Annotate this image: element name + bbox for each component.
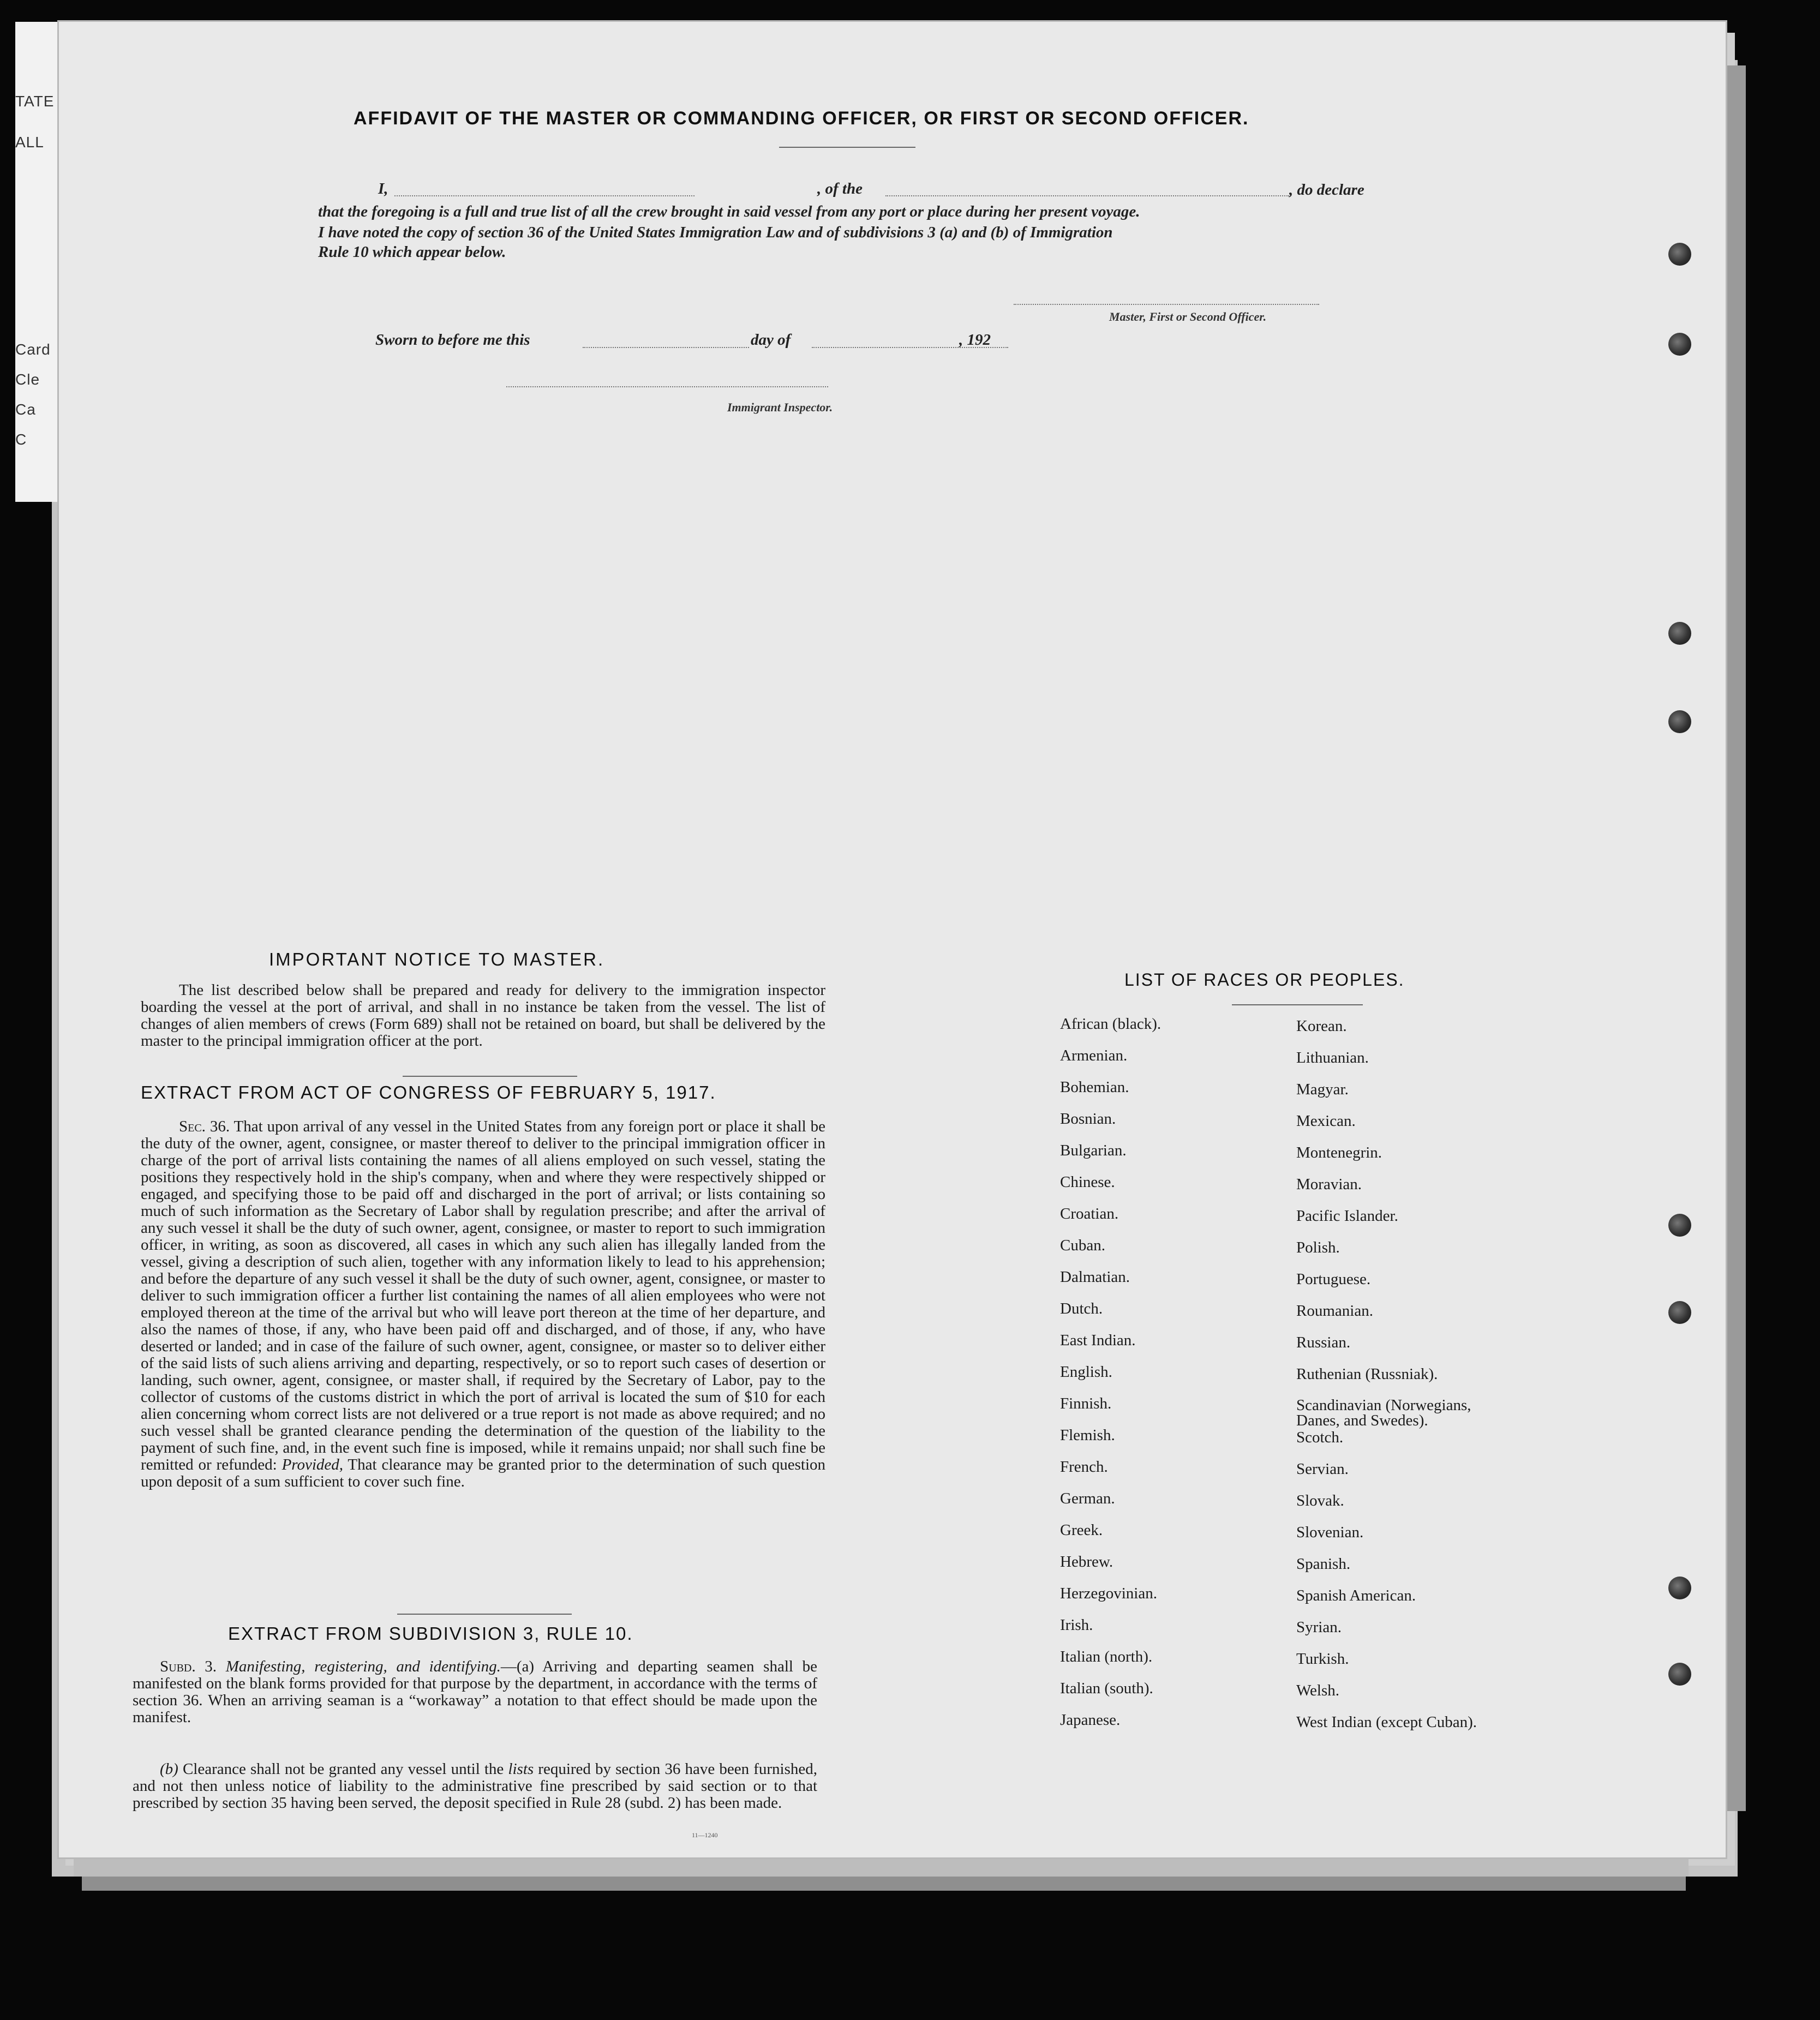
edge-form-fragment xyxy=(15,22,59,502)
punch-hole xyxy=(1668,243,1691,266)
punch-hole xyxy=(1668,1301,1691,1324)
edge-text: C xyxy=(15,431,27,448)
race-item: Lithuanian. xyxy=(1296,1049,1369,1066)
para-b-label: (b) xyxy=(160,1760,178,1778)
name-blank[interactable] xyxy=(394,195,695,196)
subd-para-a: —(a) Arriving and departing seamen shall be manifested on the blank forms provided for that purpose by the department, in accordance with the terms of section 36. When an arriving seaman is a “workaway” a notation to that effect should be made upon the manifest. xyxy=(133,1658,817,1726)
race-item: East Indian. xyxy=(1060,1332,1136,1349)
sworn-day-blank[interactable] xyxy=(583,347,749,348)
section-rule xyxy=(403,1076,577,1077)
punch-hole xyxy=(1668,622,1691,645)
race-item: Bosnian. xyxy=(1060,1110,1116,1128)
provided-word: Provided, xyxy=(282,1456,344,1473)
edge-text: Cle xyxy=(15,371,40,388)
affidavit-i: I, xyxy=(378,180,388,197)
race-item: Greek. xyxy=(1060,1521,1103,1539)
race-item: Welsh. xyxy=(1296,1682,1340,1699)
vessel-blank[interactable] xyxy=(885,195,1289,196)
race-item: Servian. xyxy=(1296,1460,1349,1478)
punch-hole xyxy=(1668,333,1691,356)
master-signature-label: Master, First or Second Officer. xyxy=(1109,310,1267,323)
race-item: Spanish. xyxy=(1296,1555,1351,1573)
race-item: Russian. xyxy=(1296,1334,1351,1351)
edge-text: Ca xyxy=(15,401,36,418)
race-item: Turkish. xyxy=(1296,1650,1349,1668)
race-item: Croatian. xyxy=(1060,1205,1119,1222)
section-label: Sec. 36. xyxy=(179,1118,230,1135)
punch-hole xyxy=(1668,1663,1691,1686)
race-item: Irish. xyxy=(1060,1616,1093,1634)
race-item: Chinese. xyxy=(1060,1173,1115,1191)
race-item: Roumanian. xyxy=(1296,1302,1373,1320)
race-item: Hebrew. xyxy=(1060,1553,1113,1571)
race-item: Slovak. xyxy=(1296,1492,1344,1509)
race-item: Scotch. xyxy=(1296,1429,1344,1446)
race-item: Italian (north). xyxy=(1060,1648,1153,1665)
races-column-1 xyxy=(1060,1016,1289,1743)
edge-text: TATE xyxy=(15,93,55,110)
race-item: African (black). xyxy=(1060,1015,1162,1033)
races-column-2 xyxy=(1296,1018,1558,1746)
edge-text: Card xyxy=(15,341,51,358)
document-page xyxy=(59,22,1726,1857)
race-item: German. xyxy=(1060,1490,1115,1507)
race-item: Korean. xyxy=(1296,1017,1347,1035)
affidavit-do-declare: , do declare xyxy=(1289,181,1364,199)
race-item: Japanese. xyxy=(1060,1711,1121,1729)
race-item: Herzegovinian. xyxy=(1060,1585,1157,1602)
affidavit-body-3: Rule 10 which appear below. xyxy=(318,243,506,261)
race-item: Pacific Islander. xyxy=(1296,1207,1398,1225)
affidavit-of-the: , of the xyxy=(817,180,863,197)
act-body-end: That clearance may be granted prior to the determination of such question upon deposit of a sum sufficient to cover such fine. xyxy=(141,1456,825,1490)
underlying-sheet-strip xyxy=(74,1855,1689,1877)
race-item: Portuguese. xyxy=(1296,1270,1371,1288)
race-item: Flemish. xyxy=(1060,1426,1115,1444)
race-item: Dalmatian. xyxy=(1060,1268,1130,1286)
punch-hole xyxy=(1668,710,1691,733)
race-item: Spanish American. xyxy=(1296,1587,1416,1604)
inspector-signature-blank[interactable] xyxy=(506,386,828,387)
race-item: Montenegrin. xyxy=(1296,1144,1382,1161)
race-item: Polish. xyxy=(1296,1239,1340,1256)
races-rule xyxy=(1232,1004,1363,1005)
master-signature-blank[interactable] xyxy=(1014,304,1319,305)
race-item: Magyar. xyxy=(1296,1081,1349,1098)
para-b-1: Clearance shall not be granted any vessel until the xyxy=(182,1760,504,1778)
sworn-year: , 192 xyxy=(959,331,991,349)
act-body: That upon arrival of any vessel in the United States from any foreign port or place it shall be the duty of the owner, agent, consignee, or master thereof to deliver to the principal immigration officer in charge of the port of arrival lists containing the names of all aliens employed on such vessel, stating the positions they respectively hold in the ship's company, when and where they were respectively shipped or engaged, and specifying those to be paid off and discharged in the port of arrival; or lists containing so much of such information as the Secretary of Labor shall by regulation prescribe; and after the arrival of any such vessel it shall be the duty of such owner, agent, consignee, or master to report to such immigration officer, in writing, as soon as discovered, all cases in which any such alien has illegally landed from the vessel, giving a description of such alien, together with any information likely to lead to his apprehension; and before the departure of any such vessel it shall be the duty of such owner, agent, consignee, or master to deliver to such immigration officer a further list containing the names of all alien employees who were not employed thereon at the time of the arrival but who will leave port thereon at the time of her departure, and also the names of those, if any, who have been paid off and discharged, and of those, if any, who have deserted or landed; and in case of the failure of such owner, agent, consignee, or master so to deliver either of the said lists of such aliens arriving and departing, respectively, or so to report such cases of desertion or landing, such owner, agent, consignee, or master shall, if required by the Secretary of Labor, pay to the collector of customs of the customs district in which the port of arrival is located the sum of $10 for each alien concerning whom correct lists are not delivered or a true report is not made as above required; and no such vessel shall be granted clearance pending the determination of the question of the liability to the payment of such fine, and, in the event such fine is imposed, while it remains unpaid; nor shall such fine be remitted or refunded: xyxy=(141,1118,825,1473)
punch-hole xyxy=(1668,1577,1691,1599)
act-text xyxy=(141,1118,825,1490)
race-item: English. xyxy=(1060,1363,1112,1381)
race-item: Moravian. xyxy=(1296,1176,1362,1193)
race-item: West Indian (except Cuban). xyxy=(1296,1713,1477,1731)
form-number: 11—1240 xyxy=(692,1831,718,1839)
para-b-lists: lists xyxy=(508,1760,534,1778)
rule-text-b xyxy=(133,1761,817,1812)
race-item: Finnish. xyxy=(1060,1395,1112,1412)
edge-text: ALL xyxy=(15,134,44,151)
rule-text-a xyxy=(133,1658,817,1726)
affidavit-body-2: I have noted the copy of section 36 of the United States Immigration Law and of subdivisions 3 (a) and (b) of Immigration xyxy=(318,224,1113,241)
race-item: Mexican. xyxy=(1296,1112,1356,1130)
races-title: LIST OF RACES OR PEOPLES. xyxy=(1124,970,1405,990)
subd-label: Subd. 3. xyxy=(160,1658,217,1675)
notice-body: The list described below shall be prepared and ready for delivery to the immigration inspector boarding the vessel at the port of arrival, and shall in no instance be taken from the vessel. The list of changes of alien members of crews (Form 689) shall not be retained on board, but shall be delivered by the master to the principal immigration officer at the port. xyxy=(141,981,825,1050)
race-item: Cuban. xyxy=(1060,1237,1105,1254)
race-item: Dutch. xyxy=(1060,1300,1103,1317)
para-b-2: required by section 36 have been furnished, and not then unless notice of liability to the administrative fine prescribed by said section or to that prescribed by section 35 having been served, the deposit specified in Rule 28 (subd. 2) has been made. xyxy=(133,1760,818,1812)
race-item: Bohemian. xyxy=(1060,1078,1129,1096)
inspector-label: Immigrant Inspector. xyxy=(727,400,833,414)
notice-text xyxy=(141,982,825,1050)
subd-heading: Manifesting, registering, and identifying. xyxy=(225,1658,501,1675)
notice-title: IMPORTANT NOTICE TO MASTER. xyxy=(269,949,605,969)
section-rule xyxy=(397,1614,572,1615)
act-title: EXTRACT FROM ACT OF CONGRESS OF FEBRUARY 5, 1917. xyxy=(141,1082,716,1102)
sworn-prefix: Sworn to before me this xyxy=(375,331,530,349)
race-item: Bulgarian. xyxy=(1060,1142,1127,1159)
affidavit-body-1: that the foregoing is a full and true list of all the crew brought in said vessel from any port or place during her present voyage. xyxy=(318,203,1140,220)
title-rule xyxy=(779,147,915,148)
punch-hole xyxy=(1668,1214,1691,1237)
race-item: French. xyxy=(1060,1458,1108,1476)
race-item: Slovenian. xyxy=(1296,1524,1364,1541)
race-item: Scandinavian (Norwegians, Danes, and Swedes). xyxy=(1296,1396,1471,1429)
race-item: Ruthenian (Russniak). xyxy=(1296,1365,1438,1383)
race-item: Armenian. xyxy=(1060,1047,1128,1064)
affidavit-title: AFFIDAVIT OF THE MASTER OR COMMANDING OFFICER, OR FIRST OR SECOND OFFICER. xyxy=(354,108,1249,129)
rule-title: EXTRACT FROM SUBDIVISION 3, RULE 10. xyxy=(228,1623,633,1644)
race-item: Italian (south). xyxy=(1060,1680,1153,1697)
underlying-sheet-strip xyxy=(82,1877,1686,1891)
race-item: Syrian. xyxy=(1296,1619,1342,1636)
sworn-day-of: day of xyxy=(751,331,791,349)
